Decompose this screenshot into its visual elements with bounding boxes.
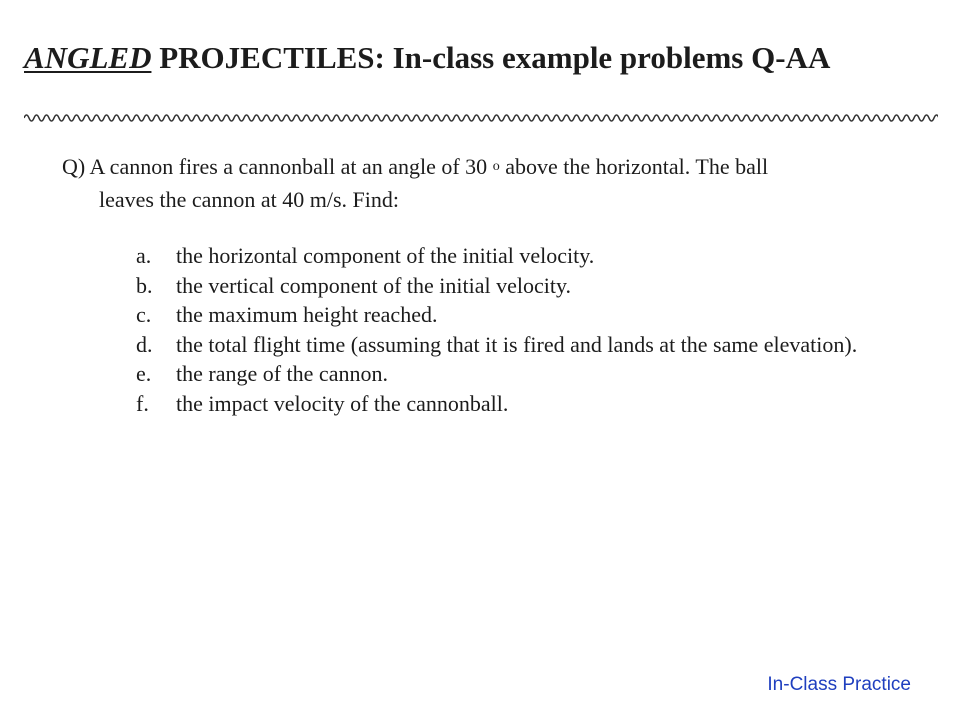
title-emphasis: ANGLED <box>24 40 152 75</box>
wavy-divider <box>24 111 938 125</box>
item-letter: a. <box>136 243 152 268</box>
list-item <box>136 300 896 330</box>
item-letter: c. <box>136 302 152 327</box>
item-letter: e. <box>136 361 152 386</box>
sub-question-list <box>136 241 896 418</box>
degree-mark: o <box>492 159 500 174</box>
list-item <box>136 241 896 271</box>
item-letter: f. <box>136 390 149 416</box>
list-item <box>136 271 896 301</box>
question-line-1 <box>62 152 922 185</box>
item-letter: d. <box>136 331 153 357</box>
list-item <box>136 359 896 389</box>
list-item <box>136 330 896 360</box>
item-letter: b. <box>136 272 153 298</box>
item-text: the vertical component of the initial velocity. <box>176 272 572 298</box>
list-item <box>136 389 896 419</box>
question-line-1-start: Q) A cannon fires a cannonball at an angle of 30 <box>62 154 493 179</box>
item-text: the total flight time (assuming that it is fired and lands at the same elevation). <box>176 331 858 357</box>
footer-label: In-Class Practice <box>767 674 911 695</box>
question-line-1-end: above the horizontal. The ball <box>499 154 769 179</box>
item-text: the impact velocity of the cannonball. <box>176 390 509 416</box>
item-text: the maximum height reached. <box>176 302 438 327</box>
item-text: the horizontal component of the initial velocity. <box>176 243 595 268</box>
question-text <box>62 152 922 214</box>
title-rest: PROJECTILES: In-class example problems Q-AA <box>151 40 831 75</box>
item-text: the range of the cannon. <box>176 361 388 386</box>
page-title <box>24 38 830 78</box>
question-line-2: leaves the cannon at 40 m/s. Find: <box>99 187 399 212</box>
